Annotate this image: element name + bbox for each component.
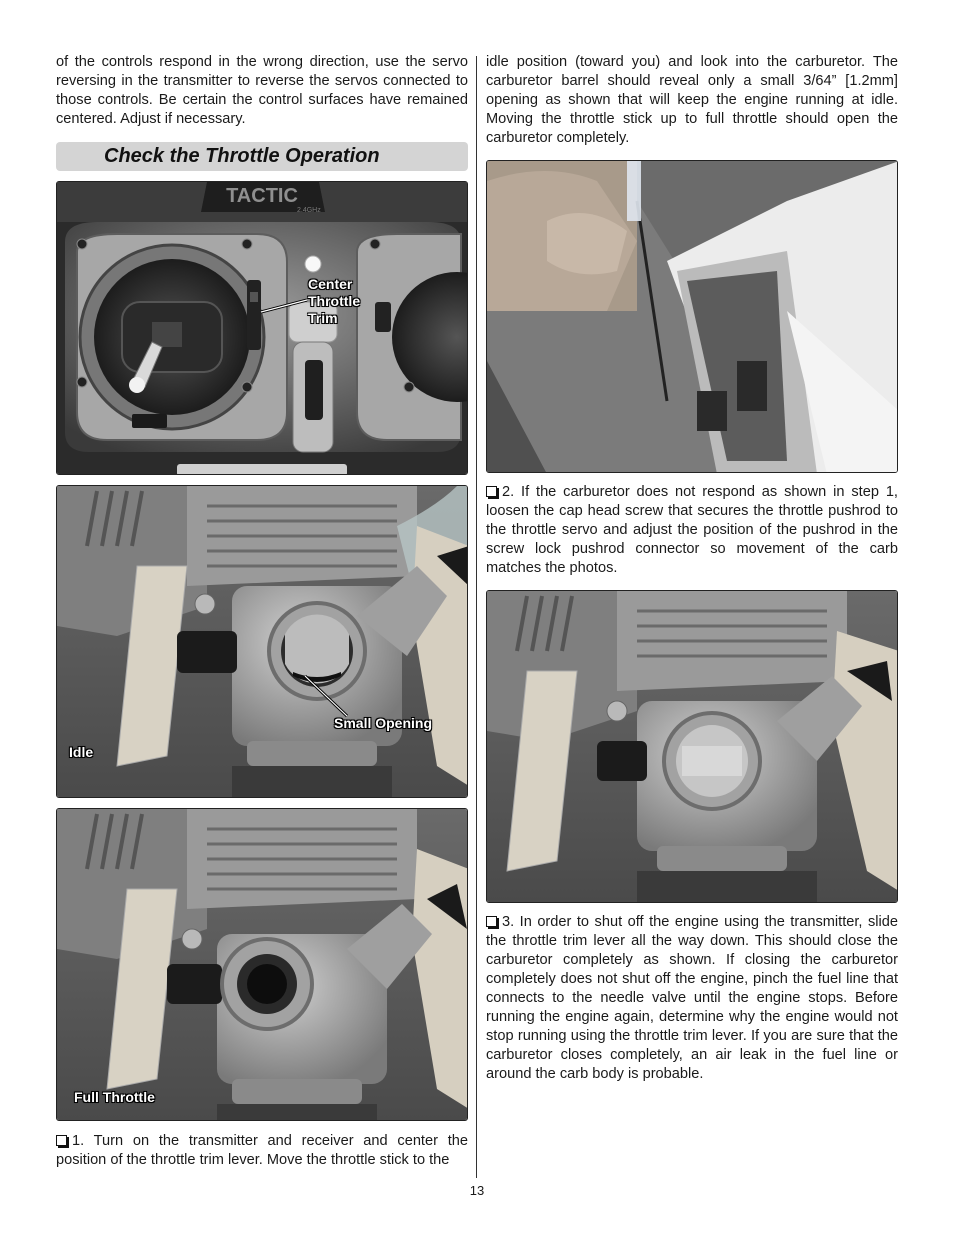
step1-paragraph	[56, 1132, 468, 1170]
carb-adjust-photo	[486, 160, 898, 473]
full-throttle-label: Full Throttle	[74, 1089, 155, 1105]
step1-checkbox-icon[interactable]	[56, 1135, 67, 1146]
idle-label: Idle	[69, 744, 94, 760]
band-text: 2.4GHz	[297, 207, 321, 214]
brand-text: TACTIC	[226, 185, 298, 207]
section-title: Check the Throttle Operation	[56, 142, 468, 171]
left-intro-paragraph: of the controls respond in the wrong direction, use the servo reversing in the transmitter to reverse the servos connected to those controls. Be certain the control surfaces have remained centered. Adjust if necessary.	[56, 54, 468, 127]
step3-checkbox-icon[interactable]	[486, 916, 497, 927]
page-number: 13	[469, 1183, 485, 1198]
center-throttle-trim-label	[308, 276, 360, 327]
step2-checkbox-icon[interactable]	[486, 486, 497, 497]
right-intro-paragraph: idle position (toward you) and look into the carburetor. The carburetor barrel should reveal only a small 3/64” [1.2mm] opening as shown that will keep the engine running at idle. Moving the throttle stick up to full throttle should open the carburetor completely.	[486, 54, 898, 146]
label-line-trim: Trim	[308, 310, 338, 326]
step1-text: 1. Turn on the transmitter and receiver and center the position of the throttle trim lever. Move the throttle stick to the	[56, 1133, 468, 1168]
label-line-center: Center	[308, 276, 353, 292]
step3-text: 3. In order to shut off the engine using the transmitter, slide the throttle trim lever all the way down. This should close the carburetor completely as shown. If closing the carburetor completely does not shut off the engine, pinch the fuel line that connects to the needle valve until the engine stops. Before running the engine again, determine why the engine would not stop running using the throttle trim lever. If you are sure that the carburetor closes completely, an air leak in the fuel line or around the carb body is probable.	[486, 914, 898, 1082]
label-line-throttle: Throttle	[308, 293, 361, 309]
step2-text: 2. If the carburetor does not respond as shown in step 1, loosen the cap head screw that secures the throttle pushrod to the throttle servo and adjust the position of the pushrod in the screw lock pushrod connector so movement of the carb matches the photos.	[486, 484, 898, 576]
small-opening-label: Small Opening	[334, 715, 433, 731]
step2-paragraph	[486, 483, 898, 578]
engine-idle-photo	[56, 485, 468, 798]
step3-paragraph	[486, 913, 898, 1084]
engine-closed-photo	[486, 590, 898, 903]
engine-full-throttle-photo	[56, 808, 468, 1121]
column-divider	[476, 56, 477, 1178]
transmitter-photo	[56, 181, 468, 475]
